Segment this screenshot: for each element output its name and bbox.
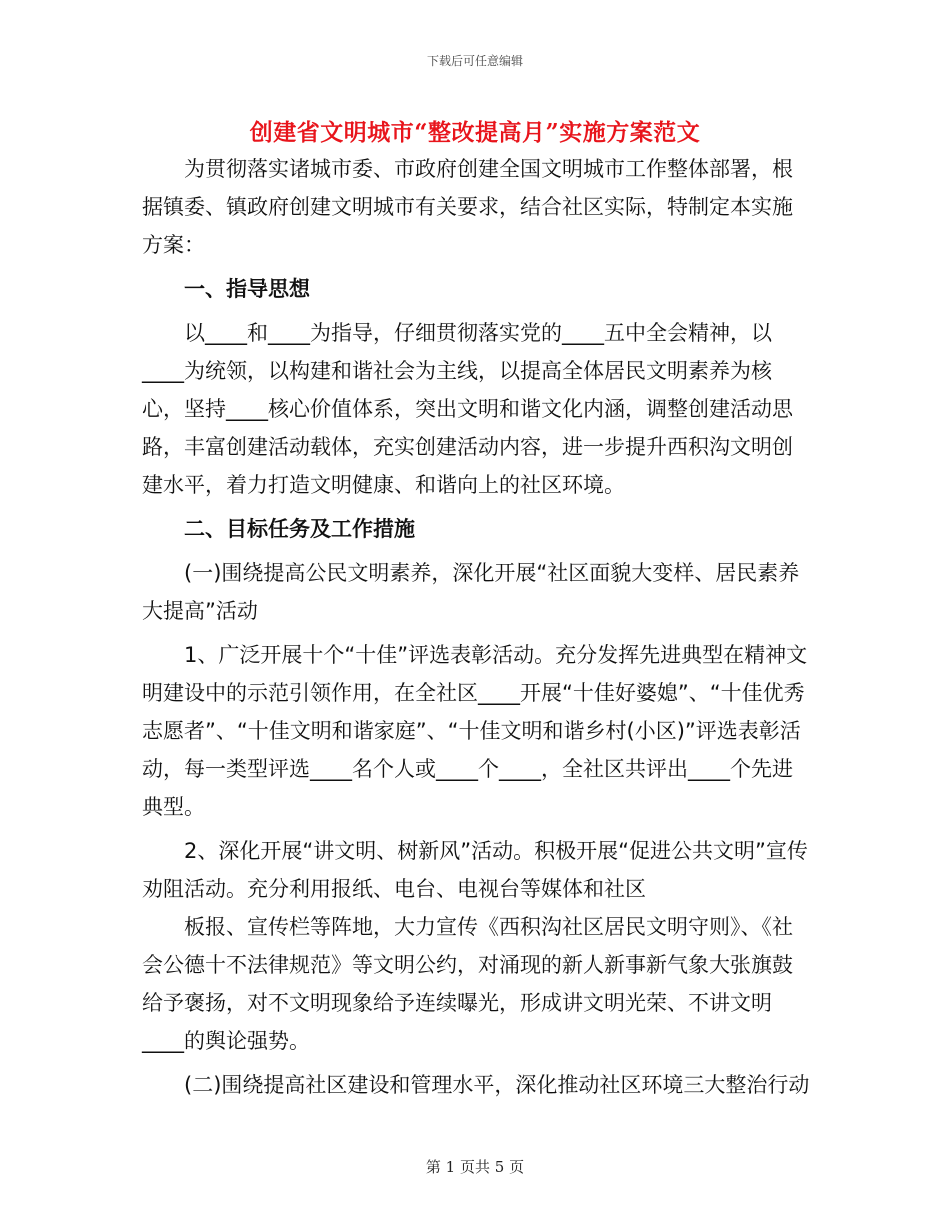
subsection-heading-community-management: (二)围绕提高社区建设和管理水平，深化推动社区环境三大整治行动 (184, 1073, 810, 1097)
page-number-footer: 第 1 页共 5 页 (425, 1158, 525, 1176)
item2-paragraph-part1: 2、深化开展“讲文明、树新风”活动。积极开展“促进公共文明”宣传劝阻活动。充分利用报纸、电台、电视台等媒体和社区 (142, 839, 808, 901)
item1-paragraph: 1、广泛开展十个“十佳”评选表彰活动。充分发挥先进典型在精神文明建设中的示范引领作用，在全社区____开展“十佳好婆媳”、“十佳优秀志愿者”、“十佳文明和谐家庭”、“十佳文明和谐乡村(小区)”评选表彰活动，每一类型评选____名个人或____个____，全社区共评出____个先进典型。 (142, 643, 808, 819)
section-heading-goals-measures: 二、目标任务及工作措施 (184, 517, 415, 541)
item2-paragraph-part2: 板报、宣传栏等阵地，大力宣传《西积沟社区居民文明守则》、《社会公德十不法律规范》等文明公约，对涌现的新人新事新气象大张旗鼓给予褒扬，对不文明现象给予连续曝光，形成讲文明光荣、不讲文明____的舆论强势。 (142, 915, 793, 1053)
intro-paragraph: 为贯彻落实诸城市委、市政府创建全国文明城市工作整体部署，根据镇委、镇政府创建文明城市有关要求，结合社区实际，特制定本实施方案： (142, 157, 793, 257)
page-header-note: 下载后可任意编辑 (426, 54, 523, 68)
section-heading-guiding-ideology: 一、指导思想 (184, 277, 310, 301)
document-body (142, 150, 812, 1104)
section1-paragraph: 以____和____为指导，仔细贯彻落实党的____五中全会精神，以____为统领，以构建和谐社会为主线，以提高全体居民文明素养为核心，坚持____核心价值体系，突出文明和谐文化内涵，调整创建活动思路，丰富创建活动载体，充实创建活动内容，进一步提升西积沟文明创建水平，着力打造文明健康、和谐向上的社区环境。 (142, 321, 793, 497)
subsection-heading-civility: (一)围绕提高公民文明素养，深化开展“社区面貌大变样、居民素养大提高”活动 (142, 561, 800, 623)
document-title: 创建省文明城市“整改提高月”实施方案范文 (249, 119, 701, 146)
